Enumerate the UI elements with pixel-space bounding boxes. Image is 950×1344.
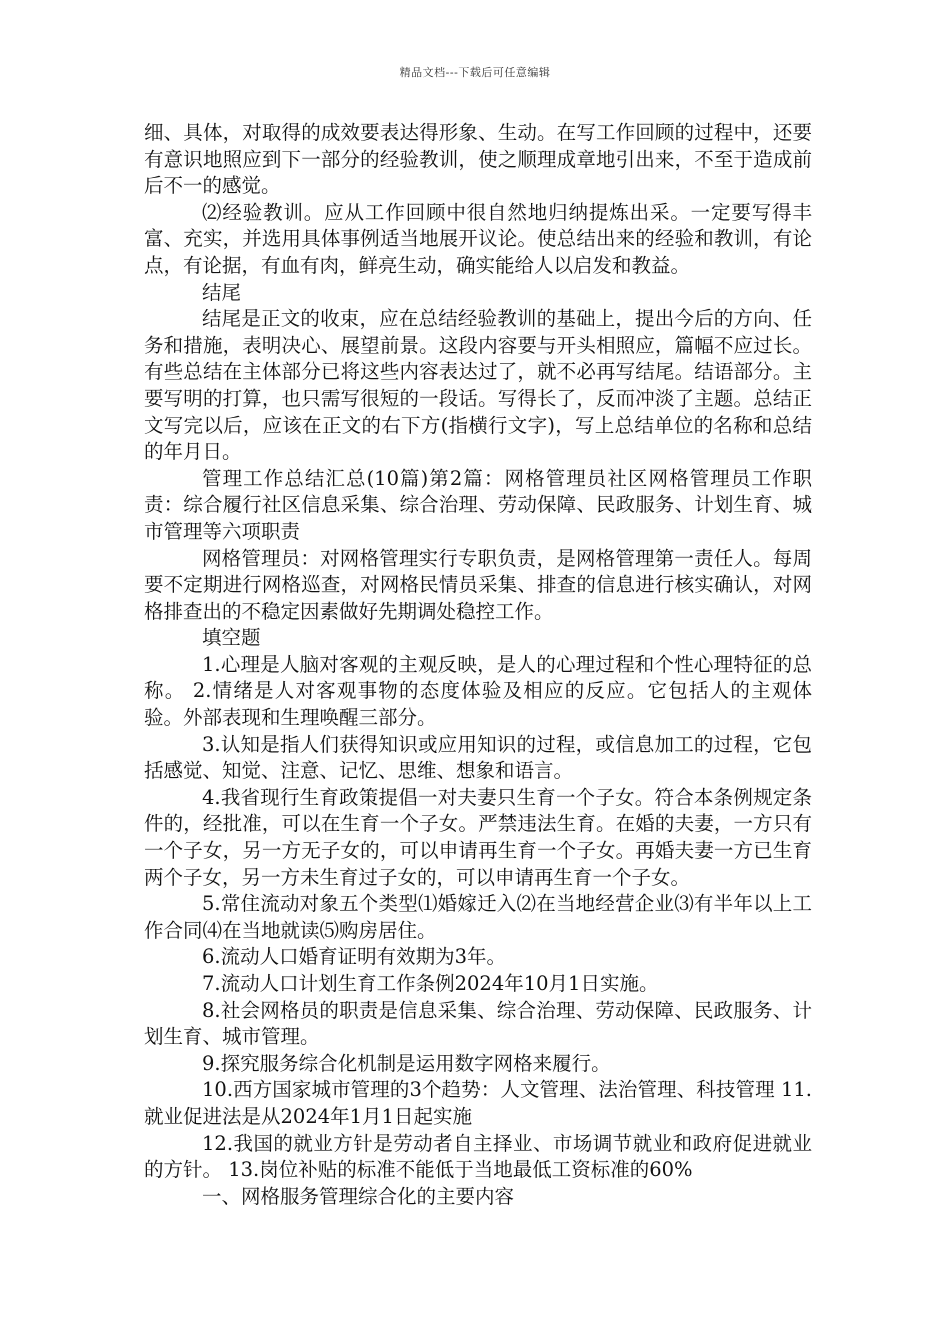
list-item: 8.社会网格员的职责是信息采集、综合治理、劳动保障、民政服务、计划生育、城市管理。 [144,998,812,1049]
list-item: 7.流动人口计划生育工作条例2024年10月1日实施。 [202,972,659,995]
paragraph-grid-duties: 管理工作总结汇总(10篇)第2篇：网格管理员社区网格管理员工作职责：综合履行社区信息采集、综合治理、劳动保障、民政服务、计划生育、城市管理等六项职责 [144,466,812,543]
paragraph-work-review: 细、具体，对取得的成效要表达得形象、生动。在写工作回顾的过程中，还要有意识地照应到下一部分的经验教训，使之顺理成章地引出来，不至于造成前后不一的感觉。 [144,121,812,198]
page-header: 精品文档---下载后可任意编辑 [399,66,551,79]
paragraph-ending: 结尾是正文的收束，应在总结经验教训的基础上，提出今后的方向、任务和措施，表明决心、展望前景。这段内容要与开头相照应，篇幅不应过长。有些总结在主体部分已将这些内容表达过了，就不必再写结尾。结语部分。主要写明的打算，也只需写很短的一段话。写得长了，反而冲淡了主题。总结正文写完以后，应该在正文的右下方(指横行文字)，写上总结单位的名称和总结的年月日。 [144,307,812,464]
list-item: 5.常住流动对象五个类型⑴婚嫁迁入⑵在当地经营企业⑶有半年以上工作合同⑷在当地就读⑸购房居住。 [144,892,812,942]
paragraph-grid-manager: 网格管理员：对网格管理实行专职负责，是网格管理第一责任人。每周要不定期进行网格巡查，对网格民情员采集、排查的信息进行核实确认，对网格排查出的不稳定因素做好先期调处稳控工作。 [144,546,812,623]
document-body [144,120,812,1210]
heading-ending: 结尾 [202,280,242,304]
list-item: 12.我国的就业方针是劳动者自主择业、市场调节就业和政府促进就业的方针。 13.岗位补贴的标准不能低于当地最低工资标准的60% [144,1131,812,1182]
list-item: 3.认知是指人们获得知识或应用知识的过程，或信息加工的过程，它包括感觉、知觉、注意、记忆、思维、想象和语言。 [144,732,812,783]
list-item: 1.心理是人脑对客观的主观反映，是人的心理过程和个性心理特征的总称。 2.情绪是人对客观事物的态度体验及相应的反应。它包括人的主观体验。外部表现和生理唤醒三部分。 [144,652,812,730]
section-heading: 一、网格服务管理综合化的主要内容 [202,1184,515,1208]
list-item: 9.探究服务综合化机制是运用数字网格来履行。 [202,1051,611,1075]
list-item: 4.我省现行生育政策提倡一对夫妻只生育一个子女。符合本条例规定条件的，经批准，可以在生育一个子女。严禁违法生育。在婚的夫妻，一方只有一个子女，另一方无子女的，可以申请再生育一个子女。再婚夫妻一方已生育两个子女，另一方未生育过子女的，可以申请再生育一个子女。 [144,785,812,889]
list-item: 6.流动人口婚育证明有效期为3年。 [202,945,507,969]
list-item: 10.西方国家城市管理的3个趋势：人文管理、法治管理、科技管理 11.就业促进法是从2024年1月1日起实施 [144,1078,812,1128]
paragraph-lessons: ⑵经验教训。应从工作回顾中很自然地归纳提炼出采。一定要写得丰富、充实，并选用具体事例适当地展开议论。使总结出来的经验和教训，有论点，有论据，有血有肉，鲜亮生动，确实能给人以启发和教益。 [144,200,812,277]
heading-fill-blank: 填空题 [202,626,261,650]
